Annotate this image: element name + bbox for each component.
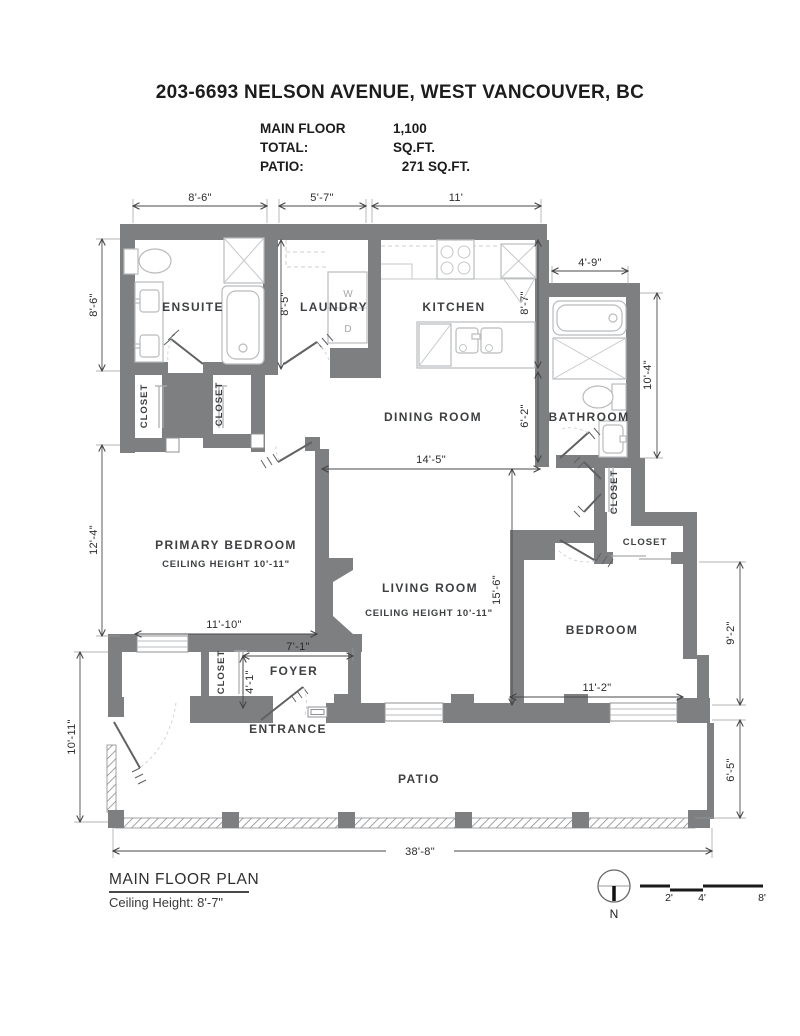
dim-bath-width: 4'-9" [578,257,602,269]
bathroom-vanity [599,421,627,457]
dim-primary-height: 12'-4" [88,525,100,555]
primary-bedroom-door [261,442,312,468]
label-closet-hall: CLOSET [609,469,620,515]
dryer-label: D [344,324,352,335]
scale-tick-4: 4' [698,892,706,904]
privacy-screen [107,745,116,812]
label-living-room: LIVING ROOM [381,581,479,595]
living-room-window [385,703,443,721]
dim-foyer-closet: 4'-1" [244,670,256,694]
washer-label: W [343,289,353,300]
scale-tick-2: 2' [665,892,673,904]
dim-kitchen-depth: 8'-7" [519,291,531,315]
label-closet-ensuite-1: CLOSET [139,383,150,429]
dim-patio-side: 6'-5" [725,758,737,782]
dim-laundry-depth: 8'-5" [279,292,291,316]
dim-dining-width: 14'-5" [416,454,446,466]
ensuite-vanity [135,282,163,362]
dim-foyer-width: 7'-1" [286,641,310,653]
patio-label: PATIO: [260,159,304,174]
dim-bedroom-height: 9'-2" [725,621,737,645]
ensuite-door [164,330,203,364]
label-foyer: FOYER [269,664,319,678]
dim-living-height: 15'-6" [491,575,503,605]
compass [598,870,630,921]
main-floor-label: MAIN FLOOR TOTAL: [260,121,346,155]
patio-railing [107,745,710,828]
stove [437,240,474,279]
bedroom-window [610,703,677,721]
ensuite-toilet [124,249,171,274]
label-closet-bedroom: CLOSET [622,537,668,548]
label-ensuite: ENSUITE [162,300,224,314]
primary-bedroom-window [137,636,188,652]
ceiling-note: Ceiling Height: 8'-7" [109,894,224,910]
label-bathroom: BATHROOM [548,410,630,424]
ensuite-bathtub [222,286,264,364]
ensuite-shower [224,238,264,283]
dim-bedroom-width: 11'-2" [582,682,612,694]
label-primary-ceiling: CEILING HEIGHT 10'-11" [162,559,290,570]
label-primary-bedroom: PRIMARY BEDROOM [155,538,297,552]
kitchen-island [417,322,535,368]
laundry-door [284,334,333,364]
bathroom-door [560,428,600,458]
label-bedroom: BEDROOM [565,623,639,637]
entrance-threshold [308,707,327,717]
label-living-ceiling: CEILING HEIGHT 10'-11" [365,608,493,619]
label-closet-foyer: CLOSET [216,649,227,695]
dim-top-laundry: 5'-7" [310,192,334,204]
plan-title-block [109,871,259,910]
label-dining-room: DINING ROOM [383,410,483,424]
patio-value: 271 SQ.FT. [401,159,470,174]
dim-primary-width: 11'-10" [206,619,242,631]
dim-bath-height: 10'-4" [642,360,654,390]
dim-patio-width: 38'-8" [405,846,435,858]
dim-left-ensuite: 8'-6" [88,293,100,317]
north-label: N [609,907,619,921]
label-laundry: LAUNDRY [299,300,369,314]
scale-tick-8: 8' [758,892,766,904]
page-title: 203-6693 NELSON AVENUE, WEST VANCOUVER, BC [155,82,645,103]
laundry-fixtures [286,240,367,343]
label-closet-ensuite-2: CLOSET [214,381,225,427]
label-kitchen: KITCHEN [422,300,486,314]
dim-dining-side: 6'-2" [519,404,531,428]
main-floor-value: 1,100 SQ.FT. [393,121,436,155]
bathroom-shower [553,338,626,379]
dim-top-kitchen: 11' [448,192,464,204]
label-entrance: ENTRANCE [249,722,327,736]
bathroom-tub [553,301,626,335]
label-patio: PATIO [398,772,440,786]
plan-name: MAIN FLOOR PLAN [109,871,260,888]
dim-top-ensuite: 8'-6" [188,192,212,204]
bathroom-toilet [583,384,626,410]
scale-bar [640,886,766,904]
plan-underline [109,891,249,893]
dim-patio-left: 10'-11" [66,719,78,755]
